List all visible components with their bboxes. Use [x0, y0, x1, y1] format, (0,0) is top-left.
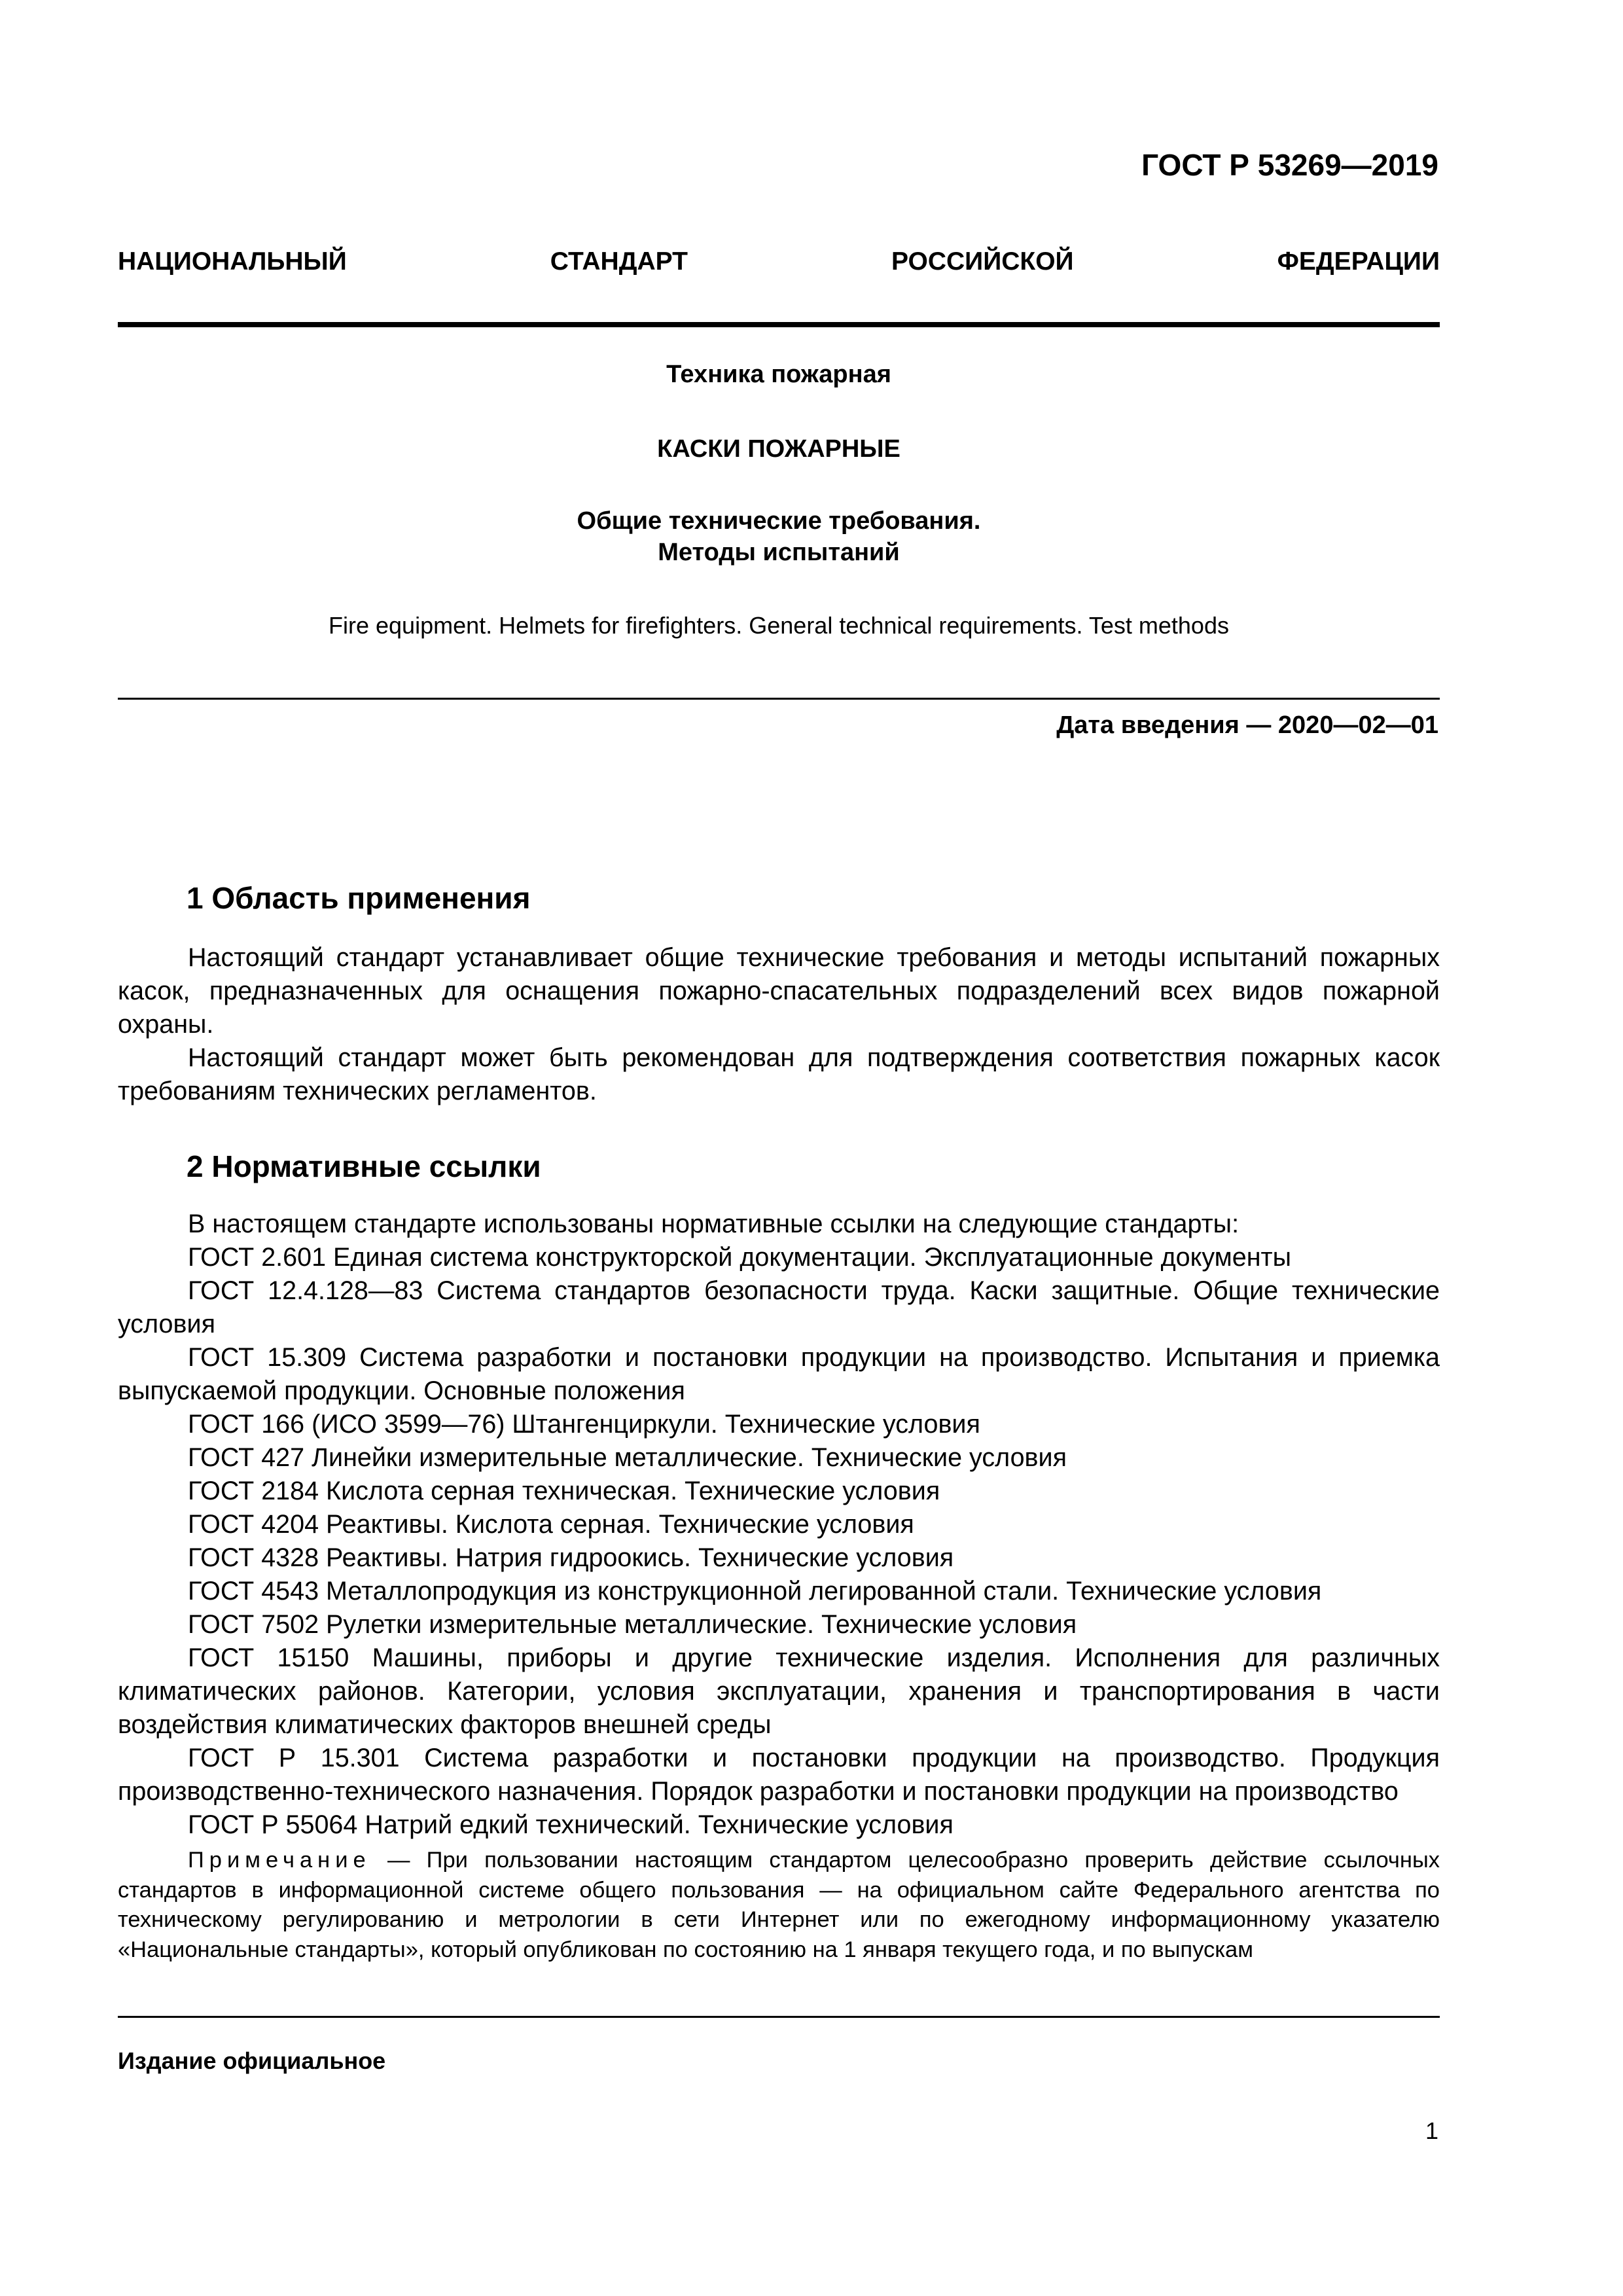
section-2-heading: 2 Нормативные ссылки: [187, 1149, 541, 1183]
note-label: Примечание: [188, 1848, 371, 1873]
references-intro: В настоящем стандарте использованы нормативные ссылки на следующие стандарты:: [188, 1210, 1240, 1238]
title-area: Техника пожарная: [666, 361, 891, 388]
footer-divider: [118, 2016, 1440, 2018]
reference-item: ГОСТ 427 Линейки измерительные металлические. Технические условия: [188, 1443, 1067, 1472]
page-number: 1: [1425, 2117, 1438, 2144]
introduction-date: Дата введения — 2020—02—01: [1056, 711, 1438, 739]
section-1-body: [118, 941, 1440, 1108]
note: [118, 1846, 1440, 1965]
paragraph: Настоящий стандарт может быть рекомендован для подтверждения соответствия пожарных касок требованиям технических регламентов.: [118, 1043, 1440, 1105]
reference-item: ГОСТ 12.4.128—83 Система стандартов безопасности труда. Каски защитные. Общие технические условия: [118, 1276, 1440, 1338]
section-1-heading: 1 Область применения: [187, 881, 531, 915]
reference-item: ГОСТ 4328 Реактивы. Натрия гидроокись. Технические условия: [188, 1543, 954, 1572]
reference-item: ГОСТ 15150 Машины, приборы и другие технические изделия. Исполнения для различных климатических районов. Категории, условия эксплуатации, хранения и транспортирования в части воздействия климатических факторов внешней среды: [118, 1643, 1440, 1739]
official-edition-label: Издание официальное: [118, 2047, 386, 2074]
note-paragraph: [118, 1846, 1440, 1965]
header-divider: [118, 322, 1440, 327]
title-main: КАСКИ ПОЖАРНЫЕ: [657, 435, 901, 463]
national-standard-header: НАЦИОНАЛЬНЫЙ СТАНДАРТ РОССИЙСКОЙ ФЕДЕРАЦИИ: [118, 247, 1440, 276]
reference-item: ГОСТ 4204 Реактивы. Кислота серная. Технические условия: [188, 1510, 914, 1539]
section-2-body: [118, 1208, 1440, 1842]
reference-item: ГОСТ Р 55064 Натрий едкий технический. Технические условия: [188, 1810, 954, 1839]
paragraph: Настоящий стандарт устанавливает общие технические требования и методы испытаний пожарных касок, предназначенных для оснащения пожарно-спасательных подразделений всех видов пожарной охраны.: [118, 943, 1440, 1039]
title-subtitle-line-2: Методы испытаний: [658, 539, 900, 566]
title-subtitle-line-1: Общие технические требования.: [577, 507, 981, 535]
note-text: — При пользовании настоящим стандартом целесообразно проверить действие ссылочных стандартов в информационной системе общего пользования — на официальном сайте Федерального агентства по техническому регулированию и метрологии в сети Интернет или по ежегодному информационному указателю «Национальные стандарты», который опубликован по состоянию на 1 января текущего года, и по выпускам: [118, 1848, 1440, 1962]
reference-item: ГОСТ 166 (ИСО 3599—76) Штангенциркули. Технические условия: [188, 1410, 980, 1439]
title-subtitle: [118, 505, 1440, 568]
reference-item: ГОСТ 15.309 Система разработки и постановки продукции на производство. Испытания и приемка выпускаемой продукции. Основные положения: [118, 1343, 1440, 1405]
title-divider: [118, 698, 1440, 700]
document-number: ГОСТ Р 53269—2019: [1141, 148, 1438, 182]
reference-item: ГОСТ Р 15.301 Система разработки и постановки продукции на производство. Продукция производственно-технического назначения. Порядок разработки и постановки продукции на производство: [118, 1744, 1440, 1806]
title-english: Fire equipment. Helmets for firefighters. General technical requirements. Test methods: [329, 612, 1229, 639]
reference-item: ГОСТ 7502 Рулетки измерительные металлические. Технические условия: [188, 1610, 1077, 1639]
reference-item: ГОСТ 4543 Металлопродукция из конструкционной легированной стали. Технические условия: [188, 1577, 1322, 1605]
reference-item: ГОСТ 2184 Кислота серная техническая. Технические условия: [188, 1477, 940, 1505]
reference-item: ГОСТ 2.601 Единая система конструкторской документации. Эксплуатационные документы: [188, 1243, 1292, 1272]
